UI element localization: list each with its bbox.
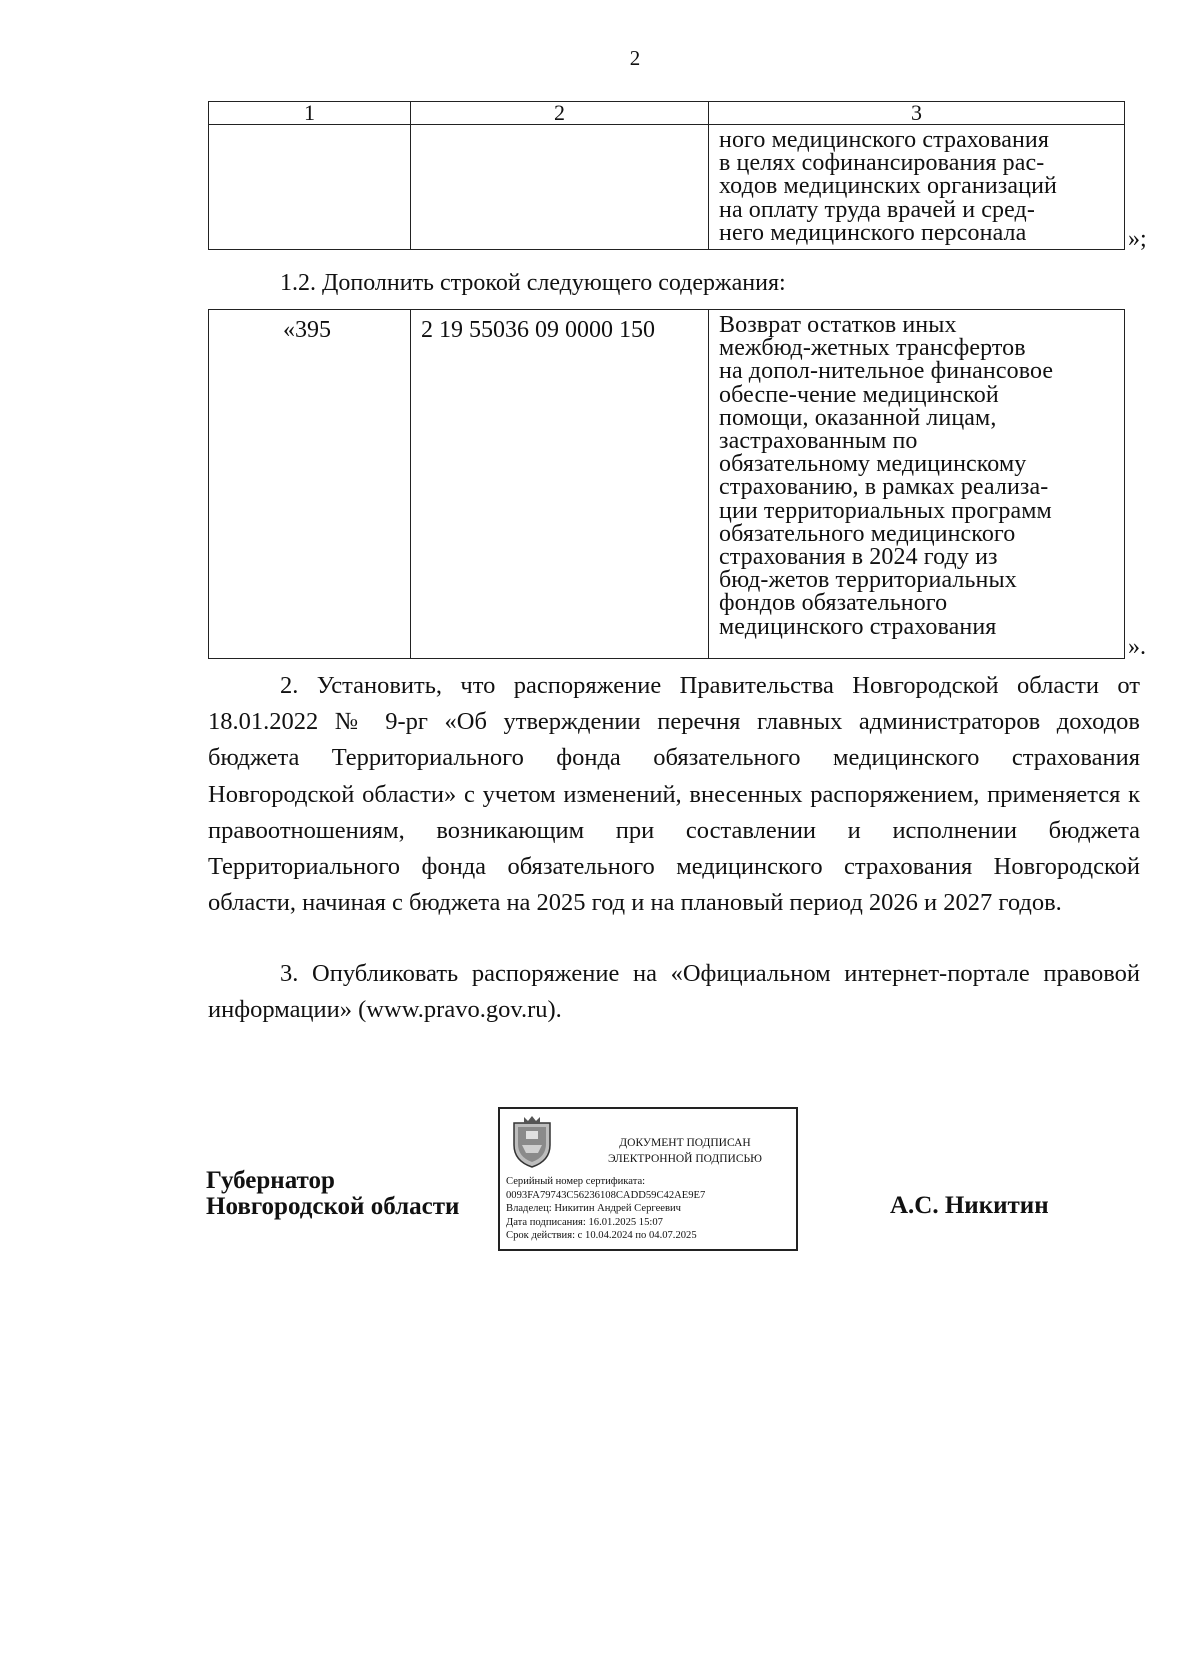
table1-cell-empty-1 — [209, 125, 411, 250]
stamp-signed-date: Дата подписания: 16.01.2025 15:07 — [506, 1216, 663, 1228]
table2-number-cell — [209, 310, 411, 659]
table2-code-cell — [411, 310, 709, 659]
stamp-serial-number: 0093FA79743C56236108CADD59C42AE9E7 — [506, 1189, 706, 1201]
table1-description-text: ного медицинского страхования в целях софинансирования рас- ходов медицинских организаций на оплату труда врачей и сред- него медицинского персонала — [719, 127, 1057, 246]
subheading-1-2: 1.2. Дополнить строкой следующего содержания: — [280, 270, 786, 296]
column-header-2: 2 — [411, 102, 709, 125]
coat-of-arms-icon — [508, 1115, 556, 1169]
signatory-title-line-2: Новгородской области — [206, 1193, 460, 1220]
stamp-header-line-1: ДОКУМЕНТ ПОДПИСАН — [619, 1137, 751, 1149]
paragraph-2 — [208, 668, 1140, 921]
table2-code: 2 19 55036 09 0000 150 — [421, 317, 655, 343]
signatory-name: А.С. Никитин — [890, 1192, 1049, 1219]
table2-number: «395 — [283, 317, 331, 343]
stamp-serial-label: Серийный номер сертификата: — [506, 1176, 646, 1187]
table1-cell-description — [709, 125, 1125, 250]
table1-closing-mark: »; — [1128, 226, 1147, 252]
stamp-validity: Срок действия: с 10.04.2024 по 04.07.2025 — [506, 1230, 697, 1242]
table1-cell-empty-2 — [411, 125, 709, 250]
new-row-table — [208, 309, 1125, 659]
stamp-owner: Владелец: Никитин Андрей Сергеевич — [506, 1203, 681, 1215]
continuation-table — [208, 101, 1125, 250]
table2-description-text: Возврат остатков иных межбюд-жетных трансфертов на допол-нительное финансовое обеспе-чение медицинской помощи, оказанной лицам, застрахованным по обязательному медицинскому страхованию, в рамках реализа- ции территориальных программ обязательного медицинского страхования в 2024 году из бюд-жетов территориальных фондов обязательного медицинского страхования — [719, 312, 1054, 640]
paragraph-2-text: 2. Установить, что распоряжение Правительства Новгородской области от 18.01.2022 № 9-рг «Об утверждении перечня главных администраторов доходов бюджета Территориального фонда обязательного медицинского страхования Новгородской области» с учетом изменений, внесенных распоряжением, применяется к правоотношениям, возникающим при составлении и исполнении бюджета Территориального фонда обязательного медицинского страхования Новгородской области, начиная с бюджета на 2025 год и на плановый период 2026 и 2027 годов. — [208, 672, 1140, 917]
column-header-1: 1 — [209, 102, 411, 125]
paragraph-3-text: 3. Опубликовать распоряжение на «Официальном интернет-портале правовой информации» (www.pravo.gov.ru). — [208, 960, 1140, 1024]
stamp-header — [580, 1135, 790, 1167]
column-header-3: 3 — [709, 102, 1125, 125]
signatory-title-line-1: Губернатор — [206, 1167, 335, 1194]
table2-description-cell — [709, 310, 1125, 659]
stamp-header-line-2: ЭЛЕКТРОННОЙ ПОДПИСЬЮ — [608, 1153, 762, 1165]
paragraph-3 — [208, 956, 1140, 1028]
table2-closing-mark: ». — [1128, 634, 1146, 660]
signatory-title — [206, 1168, 459, 1220]
electronic-signature-stamp — [498, 1107, 798, 1251]
stamp-details — [506, 1175, 705, 1243]
page-number: 2 — [629, 46, 641, 70]
